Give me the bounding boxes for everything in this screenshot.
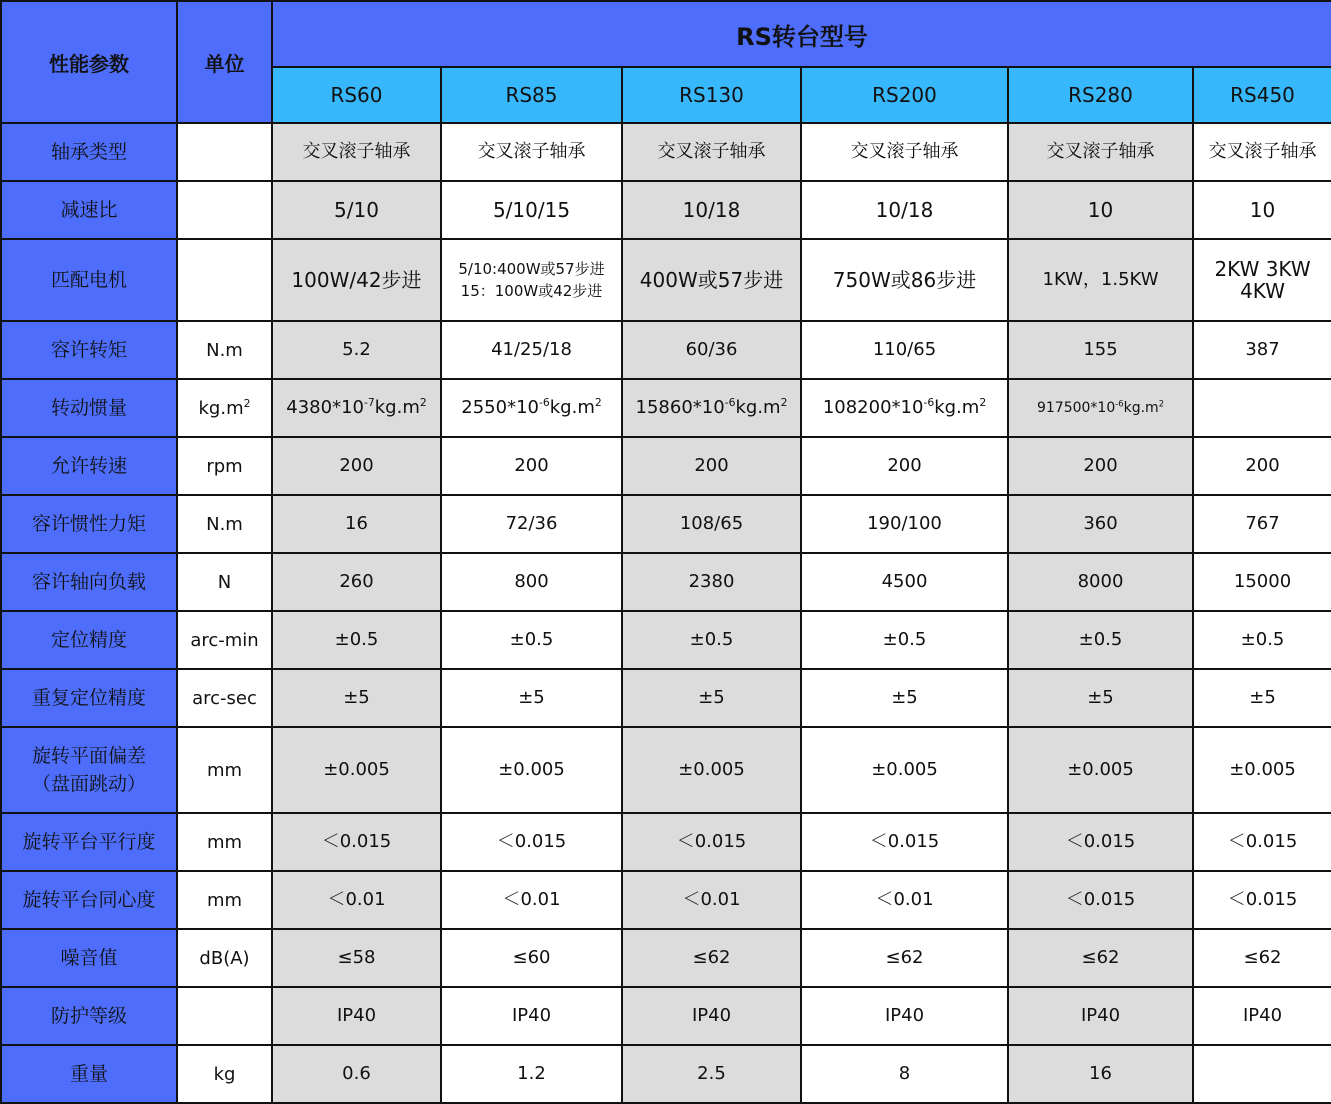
value-cell: 8000 [1008, 553, 1193, 611]
value-cell: ±0.005 [272, 727, 441, 813]
value-unit-superscript: 2 [979, 396, 987, 409]
table-row [1, 871, 1331, 929]
value-cell: 10/18 [622, 181, 801, 239]
value-cell [1193, 1045, 1331, 1103]
value-cell: 72/36 [441, 495, 622, 553]
table-row [1, 181, 1331, 239]
value-cell: 交叉滚子轴承 [622, 123, 801, 181]
row-unit: rpm [177, 437, 272, 495]
value-cell: ±5 [801, 669, 1008, 727]
value-exponent: -6 [538, 396, 550, 409]
unit-text: kg.m [198, 397, 244, 419]
table-row [1, 321, 1331, 379]
value-cell: 16 [272, 495, 441, 553]
value-cell: 0.6 [272, 1045, 441, 1103]
value-cell: ±0.5 [441, 611, 622, 669]
value-cell: 200 [272, 437, 441, 495]
value-cell: ＜0.015 [441, 813, 622, 871]
value-cell: 108/65 [622, 495, 801, 553]
row-unit [177, 379, 272, 437]
table-row [1, 611, 1331, 669]
row-label-line: （盘面跳动） [31, 773, 146, 795]
value-unit-superscript: 2 [419, 396, 427, 409]
row-unit: arc-sec [177, 669, 272, 727]
value-cell: 交叉滚子轴承 [801, 123, 1008, 181]
value-cell [1193, 239, 1331, 321]
value-cell [801, 379, 1008, 437]
value-cell: IP40 [1193, 987, 1331, 1045]
value-cell: ±5 [1193, 669, 1331, 727]
value-cell: ＜0.015 [1193, 813, 1331, 871]
value-cell [1008, 379, 1193, 437]
value-cell: ±0.005 [1008, 727, 1193, 813]
value-cell: 交叉滚子轴承 [441, 123, 622, 181]
value-cell: ＜0.015 [622, 813, 801, 871]
table-row [1, 669, 1331, 727]
value-exponent: -6 [724, 396, 736, 409]
value-cell: ≤62 [1008, 929, 1193, 987]
value-cell: ±5 [622, 669, 801, 727]
value-cell: 2.5 [622, 1045, 801, 1103]
value-cell: 1.2 [441, 1045, 622, 1103]
value-line: 2KW 3KW [1214, 257, 1311, 281]
value-cell: ＜0.015 [272, 813, 441, 871]
model-header: RS200 [801, 67, 1008, 123]
table-row [1, 379, 1331, 437]
row-unit [177, 239, 272, 321]
row-unit: N [177, 553, 272, 611]
value-cell: 360 [1008, 495, 1193, 553]
value-cell: 190/100 [801, 495, 1008, 553]
value-cell: ＜0.01 [801, 871, 1008, 929]
value-cell [1193, 379, 1331, 437]
row-unit: mm [177, 727, 272, 813]
value-cell: 155 [1008, 321, 1193, 379]
value-cell [441, 239, 622, 321]
value-cell: 200 [441, 437, 622, 495]
table-row [1, 553, 1331, 611]
model-header: RS130 [622, 67, 801, 123]
value-cell: 100W/42步进 [272, 239, 441, 321]
value-cell: IP40 [801, 987, 1008, 1045]
value-unit-superscript: 2 [780, 396, 788, 409]
row-unit: mm [177, 813, 272, 871]
value-exponent: -7 [363, 396, 375, 409]
value-unit: kg.m [1123, 400, 1159, 416]
row-label: 容许轴向负载 [1, 553, 177, 611]
row-unit: N.m [177, 321, 272, 379]
row-unit [177, 123, 272, 181]
table-row [1, 987, 1331, 1045]
row-label: 轴承类型 [1, 123, 177, 181]
value-exponent: -6 [923, 396, 935, 409]
value-cell: ≤62 [622, 929, 801, 987]
value-base: 4380*10 [286, 397, 364, 418]
row-label: 匹配电机 [1, 239, 177, 321]
row-label: 容许转矩 [1, 321, 177, 379]
row-unit [177, 181, 272, 239]
value-cell: ＜0.015 [1193, 871, 1331, 929]
value-cell: 5/10 [272, 181, 441, 239]
table-row [1, 123, 1331, 181]
value-cell: 260 [272, 553, 441, 611]
row-label: 噪音值 [1, 929, 177, 987]
model-header: RS280 [1008, 67, 1193, 123]
value-cell: ＜0.015 [1008, 813, 1193, 871]
unit-column-label: 单位 [204, 51, 245, 76]
value-cell: 200 [801, 437, 1008, 495]
row-label: 减速比 [1, 181, 177, 239]
value-cell: ≤62 [801, 929, 1008, 987]
value-unit: kg.m [549, 397, 595, 418]
value-unit: kg.m [374, 397, 420, 418]
row-unit: N.m [177, 495, 272, 553]
model-header: RS85 [441, 67, 622, 123]
value-cell: 4500 [801, 553, 1008, 611]
table-row [1, 813, 1331, 871]
row-label: 允许转速 [1, 437, 177, 495]
table-title [272, 1, 1331, 67]
row-label: 防护等级 [1, 987, 177, 1045]
value-cell: 200 [1008, 437, 1193, 495]
value-cell: ≤62 [1193, 929, 1331, 987]
value-cell: 交叉滚子轴承 [272, 123, 441, 181]
value-cell: ±5 [272, 669, 441, 727]
row-label: 旋转平台平行度 [1, 813, 177, 871]
table-row [1, 929, 1331, 987]
value-cell: ＜0.015 [801, 813, 1008, 871]
value-cell: 60/36 [622, 321, 801, 379]
param-column-label: 性能参数 [49, 51, 129, 76]
value-base: 917500*10 [1036, 400, 1116, 416]
value-base: 15860*10 [635, 397, 725, 418]
header-param [1, 1, 177, 123]
value-cell: 400W或57步进 [622, 239, 801, 321]
value-cell: 750W或86步进 [801, 239, 1008, 321]
unit-superscript: 2 [243, 396, 251, 410]
value-cell: ＜0.01 [622, 871, 801, 929]
row-unit: kg [177, 1045, 272, 1103]
value-cell: 15000 [1193, 553, 1331, 611]
row-label: 重量 [1, 1045, 177, 1103]
value-cell: 10 [1008, 181, 1193, 239]
value-line: 5/10:400W或57步进 [458, 260, 605, 278]
row-label: 定位精度 [1, 611, 177, 669]
value-cell: 10 [1193, 181, 1331, 239]
row-unit [177, 987, 272, 1045]
value-cell [272, 379, 441, 437]
value-unit: kg.m [735, 397, 781, 418]
value-cell: 1KW，1.5KW [1008, 239, 1193, 321]
value-cell [622, 379, 801, 437]
value-cell: ±0.5 [1193, 611, 1331, 669]
value-base: 2550*10 [461, 397, 539, 418]
row-label [1, 727, 177, 813]
value-cell: IP40 [272, 987, 441, 1045]
value-cell: 5.2 [272, 321, 441, 379]
value-cell: 8 [801, 1045, 1008, 1103]
row-label-line: 旋转平面偏差 [31, 745, 146, 767]
model-header: RS450 [1193, 67, 1331, 123]
value-cell: ±5 [441, 669, 622, 727]
row-label: 重复定位精度 [1, 669, 177, 727]
value-cell: ±0.005 [441, 727, 622, 813]
value-cell: 2380 [622, 553, 801, 611]
value-cell: ±0.005 [1193, 727, 1331, 813]
value-exponent: -6 [1115, 398, 1124, 409]
table-row [1, 1045, 1331, 1103]
row-label: 旋转平台同心度 [1, 871, 177, 929]
value-unit: kg.m [934, 397, 980, 418]
value-cell: ±0.5 [622, 611, 801, 669]
row-label: 容许惯性力矩 [1, 495, 177, 553]
value-cell: 交叉滚子轴承 [1193, 123, 1331, 181]
value-cell: ±5 [1008, 669, 1193, 727]
value-cell: IP40 [1008, 987, 1193, 1045]
value-cell: IP40 [441, 987, 622, 1045]
value-unit-superscript: 2 [594, 396, 602, 409]
row-unit: mm [177, 871, 272, 929]
header-unit [177, 1, 272, 123]
value-cell: ±0.5 [1008, 611, 1193, 669]
value-cell: ±0.005 [622, 727, 801, 813]
value-cell: 交叉滚子轴承 [1008, 123, 1193, 181]
value-cell: ＜0.015 [1008, 871, 1193, 929]
value-cell: 5/10/15 [441, 181, 622, 239]
value-cell: 767 [1193, 495, 1331, 553]
row-label: 转动惯量 [1, 379, 177, 437]
value-cell: 110/65 [801, 321, 1008, 379]
value-cell: 800 [441, 553, 622, 611]
value-cell: ＜0.01 [441, 871, 622, 929]
row-unit: arc-min [177, 611, 272, 669]
value-cell: 10/18 [801, 181, 1008, 239]
value-line: 4KW [1240, 279, 1285, 303]
value-line: 15：100W或42步进 [460, 282, 603, 300]
model-header: RS60 [272, 67, 441, 123]
value-cell: ≤58 [272, 929, 441, 987]
value-cell [441, 379, 622, 437]
value-cell: ≤60 [441, 929, 622, 987]
value-cell: ±0.005 [801, 727, 1008, 813]
value-cell: ＜0.01 [272, 871, 441, 929]
table-row [1, 239, 1331, 321]
value-cell: 16 [1008, 1045, 1193, 1103]
value-cell: IP40 [622, 987, 801, 1045]
value-cell: 200 [1193, 437, 1331, 495]
value-cell: ±0.5 [272, 611, 441, 669]
table-row [1, 727, 1331, 813]
table-row [1, 437, 1331, 495]
table-title-text: RS转台型号 [736, 22, 868, 51]
row-unit: dB(A) [177, 929, 272, 987]
value-base: 108200*10 [822, 397, 924, 418]
value-cell: 200 [622, 437, 801, 495]
value-cell: ±0.5 [801, 611, 1008, 669]
value-cell: 387 [1193, 321, 1331, 379]
value-cell: 41/25/18 [441, 321, 622, 379]
table-row [1, 495, 1331, 553]
value-unit-superscript: 2 [1158, 398, 1165, 409]
